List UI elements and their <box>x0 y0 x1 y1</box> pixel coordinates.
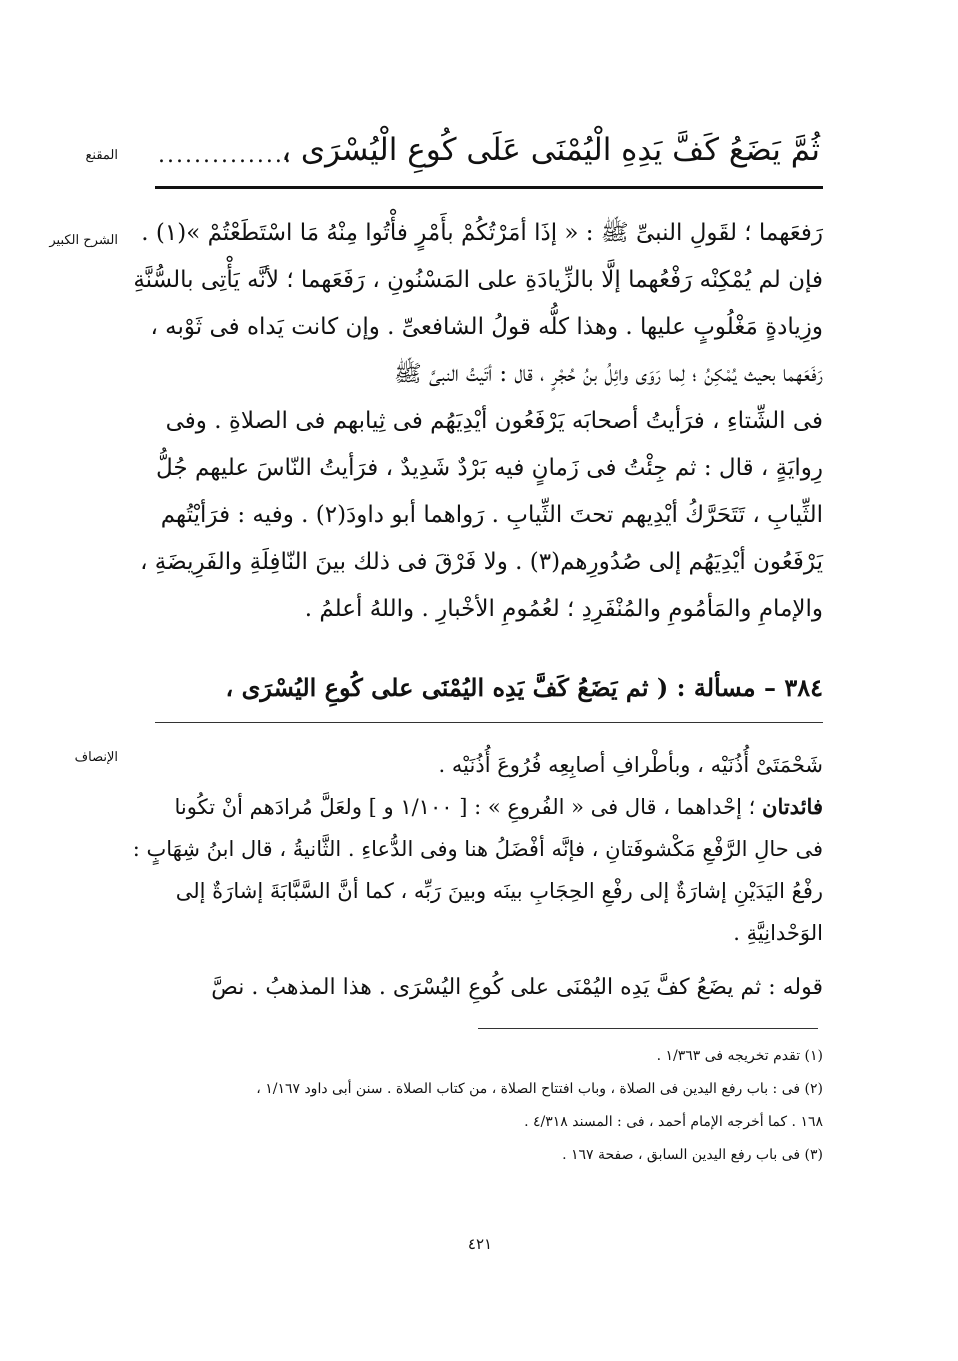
footnote: ١٦٨ . كما أخرجه الإمام أحمد ، فى : المسند ٤/٣١٨ . <box>524 1114 823 1130</box>
sharh-line: والإمامِ والمَأمُومِ والمُنْفَرِدِ ؛ لعُمُومِ الأخْبارِ . واللهُ أعلمُ . <box>304 596 823 622</box>
sharh-line: يَرْفَعُون أيْدِيَهُم إلى صُدُورِهم(٣) . ولا فَرْقَ فى ذلك بينَ النّافِلَةِ والفَرِيضَةِ ، <box>140 549 823 575</box>
sharh-line: رِوايَةٍ ، قال : ثم جِئْتُ فى زَمانٍ فيه بَرْدٌ شَدِيدٌ ، فرَأيتُ النّاسَ عليهم جُلُّ <box>156 455 823 481</box>
qawluhu-line: قوله : ثم يضَعُ كفَّ يَدِه اليُمْنَى على كُوعِ اليُسْرَى . هذا المذهبُ . نصَّ <box>211 975 823 1000</box>
insaf-line: فى حالِ الرَّفْعِ مَكْشوفَتانِ ، فإنَّه أفْضَلُ هنا وفى الدُّعاءِ . الثَّانيةُ ، قال ابنُ شِهَابٍ : <box>132 837 823 861</box>
footnote: (٣) فى باب رفع اليدين السابق ، صفحة ١٦٧ . <box>562 1147 823 1163</box>
sharh-line: رَفعَهما ؛ لقَولِ النبىِّ ﷺ : « إذَا أمَرْتُكُمْ بأَمْرٍ فأْتُوا مِنْهُ مَا اسْتَطَعْتُمْ »(١) . <box>141 220 823 246</box>
sharh-line: وزِيادةٍ مَغْلُوبٍ عليها . وهذا كلُّه قولُ الشافعىِّ . وإن كانت يَداه فى ثَوْبه ، <box>150 314 823 340</box>
side-label-muqni: المقنع <box>85 148 118 163</box>
insaf-line: الوَحْدانِيَّةِ . <box>733 921 823 945</box>
masala-heading: ٣٨٤ – مسألة : ( ثم يَضَعُ كَفَّ يَدِه اليُمْنَى على كُوعِ اليُسْرَى ، <box>225 673 823 702</box>
header-dots: ............... <box>158 143 293 168</box>
faidatan-lead: فائدتان <box>762 794 823 819</box>
sharh-line: فإن لم يُمْكِنْه رَفْعُهما إلَّا بالزِّيادَةِ على المَسْنُونِ ، رَفَعَهما ؛ لأنَّه يَأْتِى بالسُّنَّةِ <box>133 267 823 293</box>
top-divider <box>155 186 823 189</box>
footnote-divider <box>478 1028 818 1029</box>
footnotes <box>155 1040 823 1172</box>
sharh-body <box>133 210 823 633</box>
muqni-text: ثُمَّ يَضَعُ كَفَّ يَدِهِ الْيُمْنَى عَلَى كُوعِ الْيُسْرَى ، <box>281 132 820 168</box>
page-number: ٤٢١ <box>467 1235 493 1253</box>
insaf-line: رفْعُ اليَدَيْنِ إشارَةٌ إلى رفْعِ الحِجَابِ بينَه وبينَ رَبِّه ، كما أنَّ السَّبَّابَةَ إشارَةٌ إلى <box>175 879 823 903</box>
insaf-line: شَحْمَتَىْ أُذُنَيْه ، وبأطْرافِ أصابِعِه فُرُوعَ أُذُنَيْه . <box>438 753 823 777</box>
insaf-body <box>132 744 823 954</box>
sharh-line: فى الشِّتاءِ ، فرَأيتُ أصحابَه يَرْفَعُون أيْدِيَهُم فى ثِيابهم فى الصلاةِ . وفى <box>165 408 823 434</box>
side-label-insaf: الإنصاف <box>74 750 118 765</box>
footnote: (١) تقدم تخريجه فى ١/٣٦٣ . <box>656 1048 823 1064</box>
middle-divider <box>155 722 823 723</box>
side-label-sharh: الشرح الكبير <box>49 233 118 248</box>
sharh-line: رَفَعَهما بحيث يُمْكِنُ ؛ لِما رَوَى وائِلُ بنُ حُجْرٍ ، قال : أتَيتُ النبىَّ ﷺ <box>393 361 823 387</box>
insaf-line <box>155 786 823 828</box>
footnote: (٢) فى : باب رفع اليدين فى الصلاة ، وباب افتتاح الصلاة ، من كتاب الصلاة . سنن أبى داود ١/١٦٧ ، <box>256 1081 823 1097</box>
sharh-line: الثِّيابِ ، تَتَحَرَّكُ أيْدِيهم تحتَ الثِّيابِ . رَواهما أبو داودَ(٢) . وفيه : فرَأيْتُهم <box>160 502 823 528</box>
insaf-line-rest: ؛ إحْداهما ، قال فى « الفُروعِ » : [ ١/١٠٠ و ] ولعَلَّ مُرادَهم أنْ تكُونا <box>174 795 763 819</box>
